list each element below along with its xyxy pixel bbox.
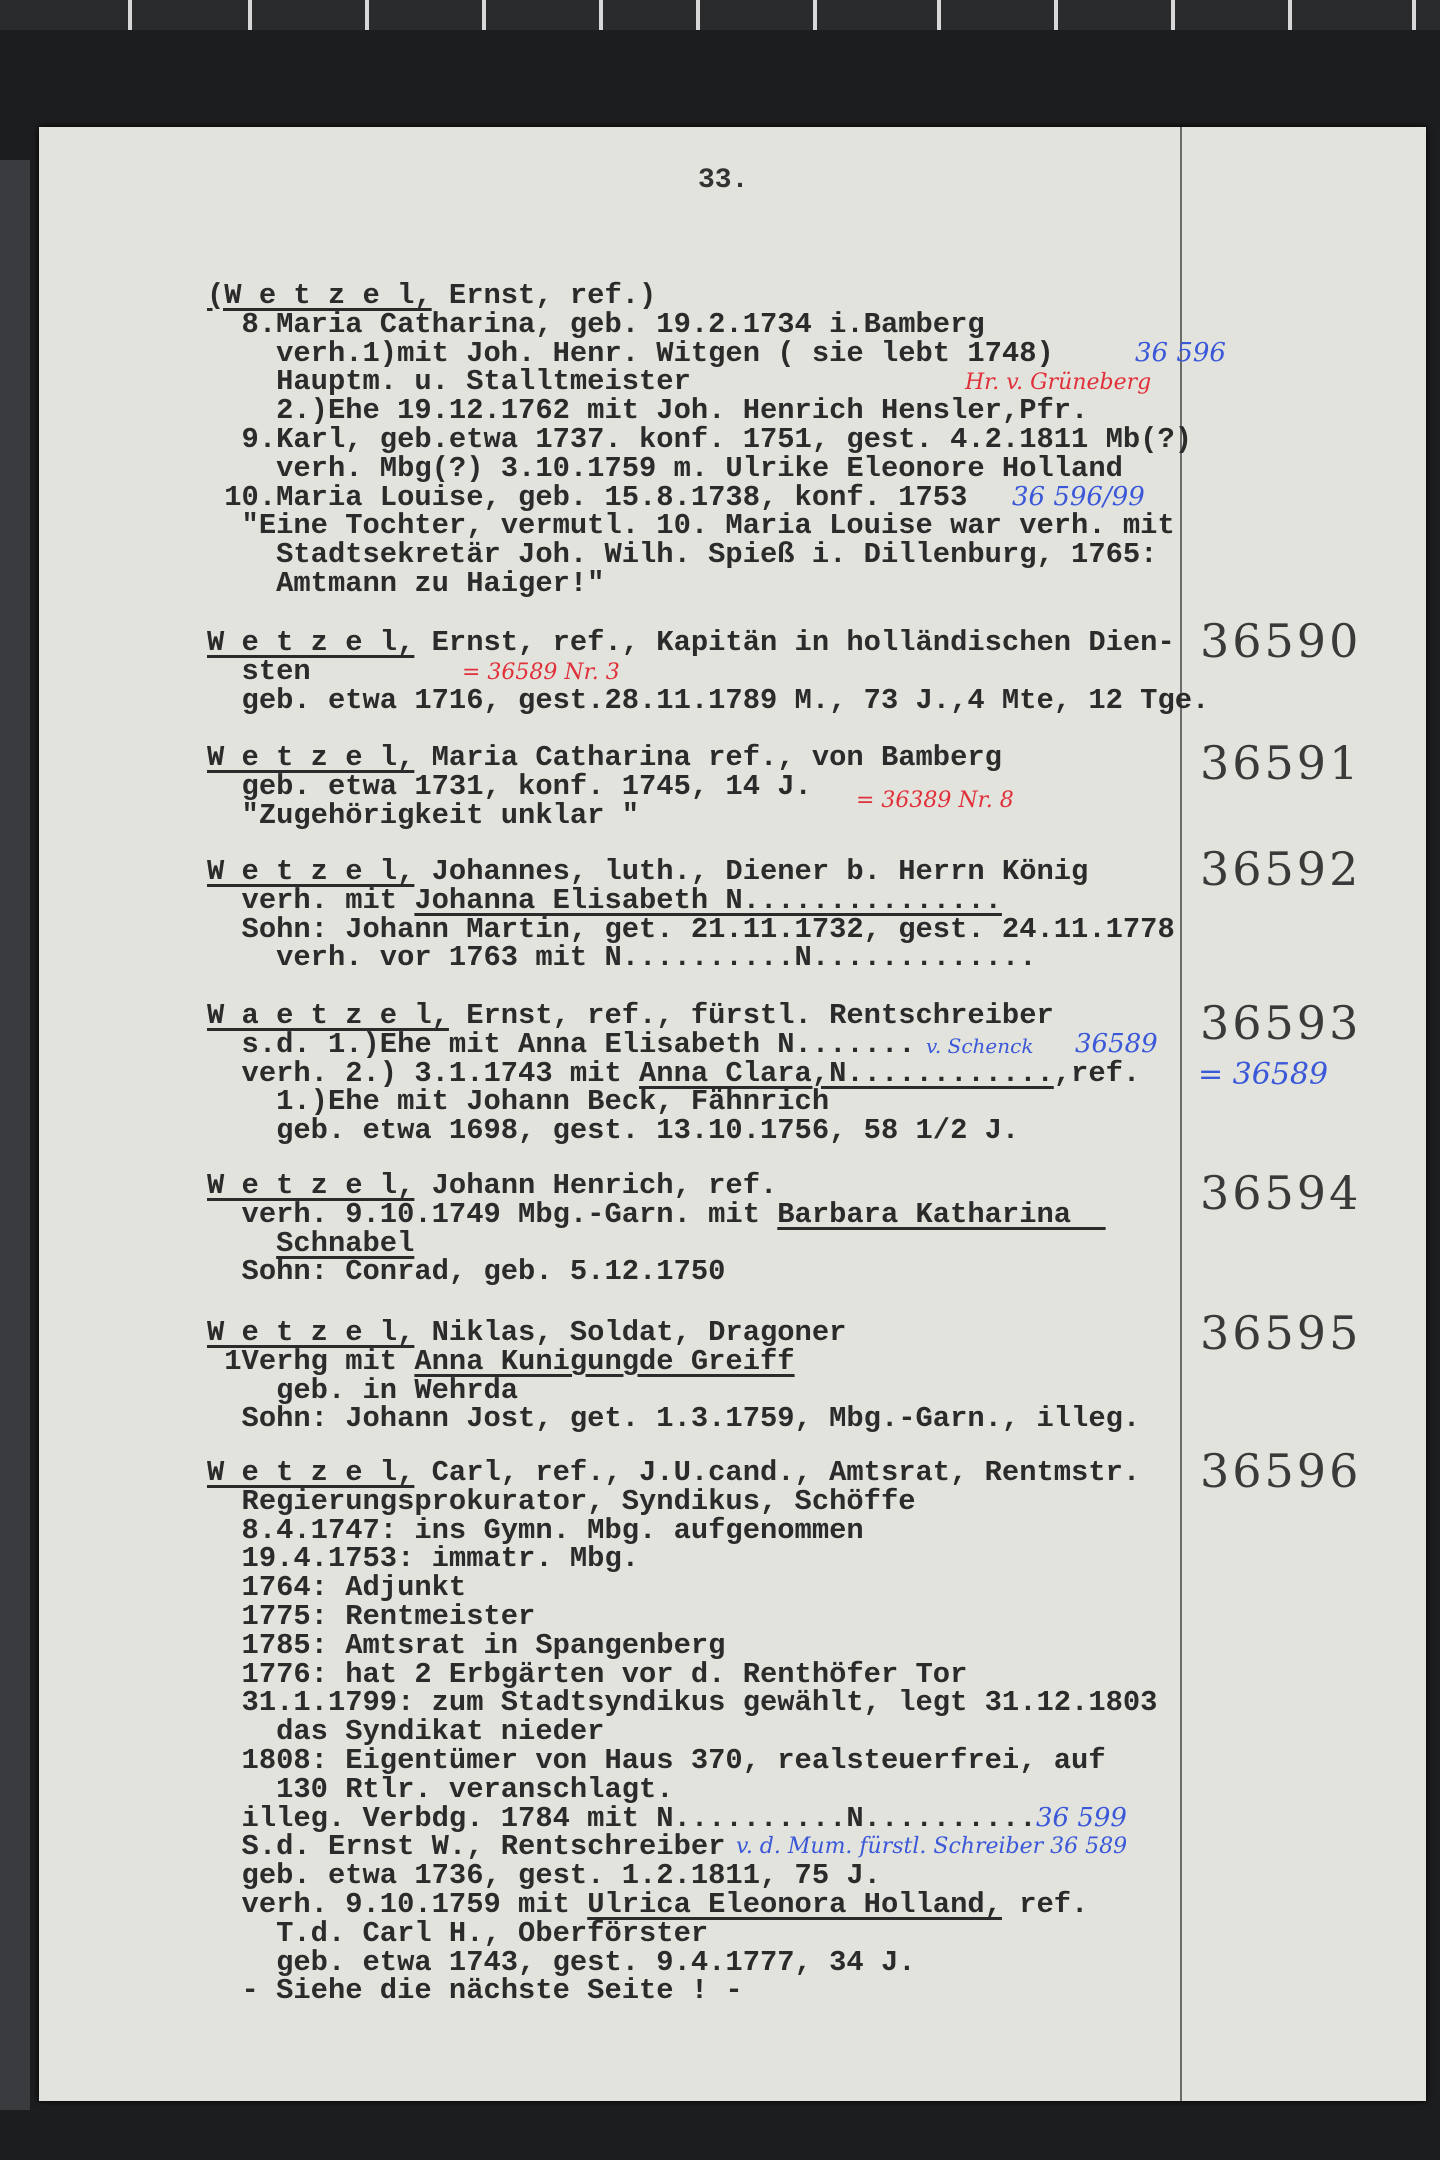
handwritten-annotation: 36589 — [1075, 1029, 1158, 1059]
underlined-text: W e t z e l, — [207, 1169, 415, 1202]
text-segment: Carl, ref., J.U.cand., Amtsrat, Rentmstr. — [414, 1456, 1141, 1489]
entry-line — [207, 883, 1175, 917]
text-segment: "Zugehörigkeit unklar " — [207, 798, 640, 832]
text-segment: 130 Rtlr. veranschlagt. — [207, 1772, 674, 1806]
text-segment: Sohn: Johann Jost, get. 1.3.1759, Mbg.-Garn., illeg. — [207, 1402, 1141, 1436]
film-tick — [813, 0, 817, 30]
register-number: 36592 — [1200, 842, 1362, 896]
text-segment: verh. vor 1763 mit N..........N............. — [207, 941, 1037, 975]
register-number: 36593 — [1200, 996, 1362, 1050]
text-segment: "Eine Tochter, vermutl. 10. Maria Louise war verh. mit — [207, 509, 1175, 543]
text-segment: 31.1.1799: zum Stadtsyndikus gewählt, legt 31.12.1803 — [207, 1686, 1158, 1720]
underlined-text: W a e t z e l, — [207, 999, 449, 1032]
entry-line — [207, 1887, 1157, 1921]
underlined-text: Schnabel — [276, 1226, 415, 1260]
entry-line — [207, 1484, 1157, 1518]
handwritten-annotation: = 36589 — [1198, 1057, 1329, 1092]
text-segment: das Syndikat nieder — [207, 1715, 605, 1749]
text-segment: 1764: Adjunkt — [207, 1571, 467, 1605]
entry-line — [207, 279, 1192, 312]
text-segment: geb. etwa 1731, konf. 1745, 14 J. — [207, 769, 812, 803]
text-segment: geb. etwa 1716, gest.28.11.1789 M., 73 J.,4 Mte, 12 Tge. — [207, 683, 1210, 717]
text-segment: ,ref. — [1053, 1056, 1141, 1090]
film-edge-strip — [0, 0, 1440, 30]
entry-line — [207, 1255, 1106, 1289]
underlined-text: (W e t z e l, — [207, 279, 432, 312]
text-segment: 9.Karl, geb.etwa 1737. konf. 1751, gest. 4.2.1811 Mb(?) — [207, 422, 1193, 456]
entry-line — [207, 1316, 1140, 1349]
register-number: 36595 — [1200, 1306, 1362, 1360]
register-entry — [207, 855, 1175, 975]
film-tick — [1288, 0, 1292, 30]
text-segment: 2.)Ehe 19.12.1762 mit Joh. Henrich Hensler,Pfr. — [207, 394, 1089, 428]
text-segment: geb. etwa 1736, gest. 1.2.1811, 75 J. — [207, 1859, 881, 1893]
film-tick — [599, 0, 603, 30]
handwritten-annotation: 36 596 — [1135, 338, 1226, 368]
entry-line — [207, 336, 1192, 370]
entry-line — [207, 1571, 1157, 1605]
entry-line — [207, 683, 1210, 717]
underlined-text: W e t z e l, — [207, 741, 415, 774]
text-segment: - Siehe die nächste Seite ! - — [207, 1974, 743, 2008]
entry-line — [207, 1402, 1141, 1436]
text-segment: Ernst, ref., fürstl. Rentschreiber — [448, 999, 1054, 1032]
entry-line — [207, 1657, 1157, 1691]
entry-line — [207, 1974, 1157, 2008]
text-segment: s.d. 1.)Ehe mit Anna Elisabeth N....... — [207, 1027, 916, 1061]
entry-line — [207, 941, 1175, 975]
entry-line — [207, 1542, 1157, 1576]
underlined-text: Barbara Katharina — [777, 1197, 1106, 1231]
text-segment: Sohn: Johann Martin, get. 21.11.1732, gest. 24.11.1778 — [207, 912, 1175, 946]
text-segment: verh. mit — [207, 883, 415, 917]
text-segment: 10.Maria Louise, geb. 15.8.1738, konf. 1753 — [207, 480, 968, 514]
film-tick — [696, 0, 700, 30]
entry-line — [207, 1085, 1140, 1119]
register-entry — [207, 279, 1193, 600]
text-segment: S.d. Ernst W., Rentschreiber — [207, 1830, 726, 1864]
register-entry — [207, 999, 1141, 1148]
entry-line — [207, 1226, 1106, 1260]
underlined-text: W e t z e l, — [207, 855, 415, 888]
text-segment: Johann Henrich, ref. — [414, 1169, 778, 1202]
text-segment: verh. 9.10.1749 Mbg.-Garn. mit — [207, 1197, 778, 1231]
entry-line — [207, 538, 1192, 572]
entry-line — [207, 912, 1175, 946]
text-segment: Johannes, luth., Diener b. Herrn König — [414, 855, 1089, 888]
underlined-text: Anna Kunigungde Greiff — [414, 1344, 795, 1378]
entry-line — [207, 1344, 1140, 1378]
text-segment: verh. 2.) 3.1.1743 mit — [207, 1056, 640, 1090]
text-segment: 1808: Eigentümer von Haus 370, realsteuerfrei, auf — [207, 1743, 1106, 1777]
underlined-text: Johanna Elisabeth N............... — [414, 883, 1002, 917]
entry-line — [207, 1197, 1106, 1231]
film-tick — [482, 0, 486, 30]
entry-line — [207, 741, 1002, 774]
entry-line — [207, 307, 1192, 341]
text-segment: Ernst, ref., Kapitän in holländischen Dien- — [414, 626, 1175, 659]
register-number: 36591 — [1200, 736, 1362, 790]
underlined-text: Ulrica Eleonora Holland, — [587, 1887, 1002, 1921]
text-segment: 8.Maria Catharina, geb. 19.2.1734 i.Bamberg — [207, 307, 985, 341]
film-tick — [365, 0, 369, 30]
entry-line — [207, 422, 1193, 456]
entry-line — [207, 1456, 1157, 1489]
entry-line — [207, 1628, 1157, 1662]
register-entry — [207, 1169, 1106, 1289]
entry-line — [207, 1056, 1141, 1090]
entry-line — [207, 1945, 1157, 1979]
text-segment: Stadtsekretär Joh. Wilh. Spieß i. Dillenburg, 1765: — [207, 538, 1158, 572]
entry-line — [207, 566, 1192, 600]
entry-line — [207, 1169, 1106, 1202]
text-segment: Sohn: Conrad, geb. 5.12.1750 — [207, 1255, 726, 1289]
underlined-text: W e t z e l, — [207, 626, 415, 659]
entry-line — [207, 1114, 1140, 1148]
handwritten-annotation: 36 596/99 — [1012, 482, 1145, 512]
text-segment: 1.)Ehe mit Johann Beck, Fähnrich — [207, 1085, 830, 1119]
entry-line — [207, 1916, 1157, 1950]
text-segment: Niklas, Soldat, Dragoner — [414, 1316, 847, 1349]
entry-line — [207, 626, 1209, 659]
entry-line — [207, 1373, 1140, 1407]
handwritten-annotation: = 36389 Nr. 8 — [856, 788, 1014, 813]
text-segment: geb. etwa 1743, gest. 9.4.1777, 34 J. — [207, 1945, 916, 1979]
underlined-text: W e t z e l, — [207, 1456, 415, 1489]
underlined-text: W e t z e l, — [207, 1316, 415, 1349]
film-tick — [1412, 0, 1416, 30]
entry-line — [207, 1513, 1157, 1547]
film-left-edge — [0, 160, 30, 2110]
text-segment: 1Verhg mit — [207, 1344, 415, 1378]
handwritten-annotation: = 36589 Nr. 3 — [462, 660, 620, 685]
text-segment: illeg. Verbdg. 1784 mit N..........N.......... — [207, 1801, 1037, 1835]
text-segment: Amtmann zu Haiger!" — [207, 566, 605, 600]
text-segment: 8.4.1747: ins Gymn. Mbg. aufgenommen — [207, 1513, 864, 1547]
text-segment: ref. — [1001, 1887, 1089, 1921]
text-segment: 19.4.1753: immatr. Mbg. — [207, 1542, 640, 1576]
register-number: 36596 — [1200, 1444, 1362, 1498]
entry-line — [207, 999, 1140, 1032]
entry-line — [207, 1801, 1157, 1835]
film-tick — [248, 0, 252, 30]
text-segment: geb. etwa 1698, gest. 13.10.1756, 58 1/2 J. — [207, 1114, 1020, 1148]
text-segment: verh.1)mit Joh. Henr. Witgen ( sie lebt 1748) — [207, 336, 1054, 370]
text-segment: 1785: Amtsrat in Spangenberg — [207, 1628, 726, 1662]
underlined-text: Anna Clara,N............ — [639, 1056, 1054, 1090]
page-number: 33. — [698, 165, 749, 196]
handwritten-annotation: 36 599 — [1036, 1803, 1127, 1833]
film-tick — [1054, 0, 1058, 30]
entry-line — [207, 1686, 1158, 1720]
register-entry — [207, 1316, 1141, 1436]
text-segment: verh. 9.10.1759 mit — [207, 1887, 588, 1921]
entry-line — [207, 1743, 1157, 1777]
film-tick — [1171, 0, 1175, 30]
text-segment: Hauptm. u. Stalltmeister — [207, 365, 691, 399]
register-number: 36594 — [1200, 1166, 1362, 1220]
text-segment: 1776: hat 2 Erbgärten vor d. Renthöfer Tor — [207, 1657, 968, 1691]
entry-line — [207, 1599, 1157, 1633]
entry-line — [207, 1859, 1157, 1893]
film-tick — [128, 0, 132, 30]
text-segment: Maria Catharina ref., von Bamberg — [414, 741, 1002, 774]
text-segment: 1775: Rentmeister — [207, 1599, 536, 1633]
text-segment: Regierungsprokurator, Syndikus, Schöffe — [207, 1484, 916, 1518]
entry-line — [207, 394, 1192, 428]
text-segment: geb. in Wehrda — [207, 1373, 519, 1407]
text-segment: verh. Mbg(?) 3.10.1759 m. Ulrike Eleonore Holland — [207, 451, 1123, 485]
entry-line — [207, 654, 1209, 688]
entry-line — [207, 451, 1192, 485]
handwritten-annotation: v. d. Mum. fürstl. Schreiber 36 589 — [736, 1834, 1128, 1859]
handwritten-annotation: v. Schenck — [926, 1034, 1034, 1058]
register-number: 36590 — [1200, 614, 1362, 668]
entry-line — [207, 855, 1175, 888]
entry-line — [207, 509, 1192, 543]
entry-line — [207, 1715, 1157, 1749]
register-entry — [207, 1456, 1158, 2008]
entry-line — [207, 1772, 1157, 1806]
text-segment: T.d. Carl H., Oberförster — [207, 1916, 709, 1950]
text-segment: sten — [207, 654, 311, 688]
text-segment: Ernst, ref.) — [431, 279, 657, 312]
handwritten-annotation: Hr. v. Grüneberg — [965, 370, 1152, 395]
register-entry — [207, 626, 1210, 717]
film-tick — [937, 0, 941, 30]
